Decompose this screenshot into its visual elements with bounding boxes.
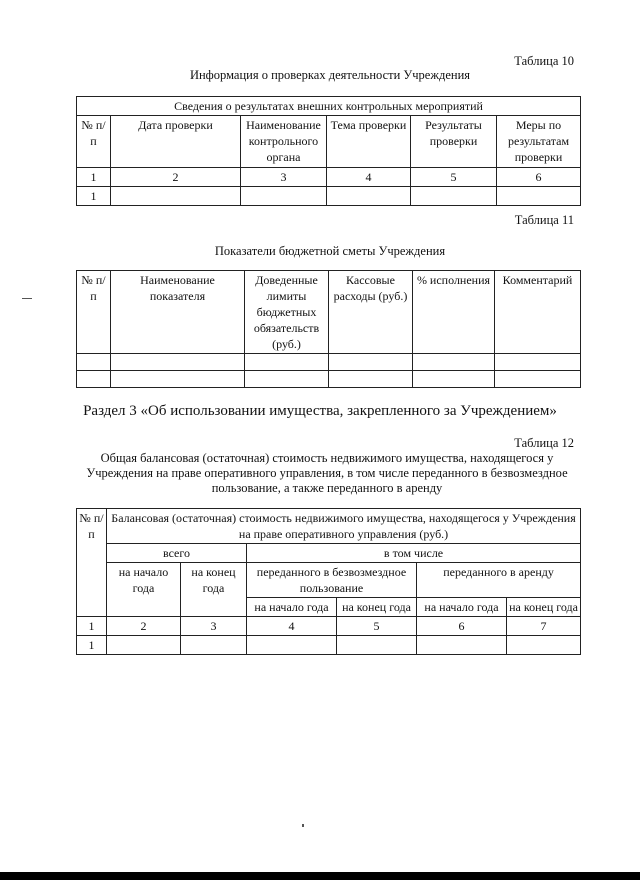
table10 <box>76 96 581 206</box>
header-cell: Тема проверки <box>327 116 411 168</box>
table-cell <box>241 187 327 206</box>
section3-title: Раздел 3 «Об использовании имущества, закрепленного за Учреждением» <box>83 403 557 419</box>
table-cell <box>107 636 181 655</box>
table-cell: 6 <box>417 617 507 636</box>
header-cell: Комментарий <box>495 271 581 354</box>
table-cell: 4 <box>327 168 411 187</box>
table12-data-row <box>77 636 581 655</box>
header-cell: Наименование показателя <box>111 271 245 354</box>
table-cell <box>111 187 241 206</box>
total-end-header: на конец года <box>181 563 247 617</box>
table12-title: Общая балансовая (остаточная) стоимость недвижимого имущества, находящегося у Учреждения на праве оперативного управления, в том числе переданного в безвозмездное пользование, а также переданного в аренду <box>86 451 568 495</box>
rent-end-header: на конец года <box>507 598 581 617</box>
header-cell: Доведенные лимиты бюджетных обязательств (руб.) <box>245 271 329 354</box>
table11-empty-row <box>77 354 581 371</box>
table10-label: Таблица 10 <box>514 54 574 68</box>
header-cell: № п/п <box>77 116 111 168</box>
table11-empty-row <box>77 371 581 388</box>
table11-header-row <box>77 271 581 354</box>
table11-title: Показатели бюджетной сметы Учреждения <box>214 244 446 258</box>
free-use-start-header: на начало года <box>247 598 337 617</box>
table-cell <box>337 636 417 655</box>
table10-group-header: Сведения о результатах внешних контрольных мероприятий <box>77 97 581 116</box>
table12-group-header: Балансовая (остаточная) стоимость недвижимого имущества, находящегося у Учреждения на праве оперативного управления (руб.) <box>107 509 581 544</box>
table12-label: Таблица 12 <box>514 436 574 450</box>
table-cell: 5 <box>411 168 497 187</box>
header-cell: Меры по результатам проверки <box>497 116 581 168</box>
table10-header-row <box>77 116 581 168</box>
header-cell: Кассовые расходы (руб.) <box>329 271 413 354</box>
table-cell <box>507 636 581 655</box>
table-cell: 4 <box>247 617 337 636</box>
table-cell <box>247 636 337 655</box>
table-cell: 3 <box>241 168 327 187</box>
table12 <box>76 508 581 655</box>
table11 <box>76 270 581 388</box>
header-cell: Дата проверки <box>111 116 241 168</box>
table10-number-row <box>77 168 581 187</box>
table-cell <box>77 354 111 371</box>
table-cell <box>77 371 111 388</box>
table-cell <box>413 371 495 388</box>
table-cell <box>181 636 247 655</box>
free-use-end-header: на конец года <box>337 598 417 617</box>
table-cell <box>411 187 497 206</box>
table-cell: 3 <box>181 617 247 636</box>
table-cell <box>413 354 495 371</box>
table-cell <box>327 187 411 206</box>
table12-col-num: № п/п <box>77 509 107 617</box>
header-cell: % исполнения <box>413 271 495 354</box>
header-cell: № п/п <box>77 271 111 354</box>
table-cell: 2 <box>107 617 181 636</box>
rent-start-header: на начало года <box>417 598 507 617</box>
table-cell <box>245 354 329 371</box>
table-cell <box>495 354 581 371</box>
scan-bottom-edge <box>0 872 640 880</box>
table12-including-header: в том числе <box>247 544 581 563</box>
table-cell <box>495 371 581 388</box>
table-cell: 1 <box>77 636 107 655</box>
header-cell: Наименование контрольного органа <box>241 116 327 168</box>
scan-mark <box>302 824 304 827</box>
scan-mark <box>22 298 32 299</box>
table-cell <box>497 187 581 206</box>
table12-number-row <box>77 617 581 636</box>
table-cell: 5 <box>337 617 417 636</box>
table-cell: 2 <box>111 168 241 187</box>
table-cell <box>329 371 413 388</box>
table-cell <box>329 354 413 371</box>
total-start-header: на начало года <box>107 563 181 617</box>
table12-total-header: всего <box>107 544 247 563</box>
table-cell <box>245 371 329 388</box>
free-use-header: переданного в безвозмездное пользование <box>247 563 417 598</box>
table10-title: Информация о проверках деятельности Учреждения <box>189 68 471 82</box>
header-cell: Результаты проверки <box>411 116 497 168</box>
table11-label: Таблица 11 <box>514 213 574 227</box>
table-cell <box>417 636 507 655</box>
table-cell: 6 <box>497 168 581 187</box>
table-cell <box>111 354 245 371</box>
table10-data-row <box>77 187 581 206</box>
table-cell: 1 <box>77 187 111 206</box>
table-cell <box>111 371 245 388</box>
table-cell: 1 <box>77 617 107 636</box>
table-cell: 1 <box>77 168 111 187</box>
table-cell: 7 <box>507 617 581 636</box>
rent-header: переданного в аренду <box>417 563 581 598</box>
